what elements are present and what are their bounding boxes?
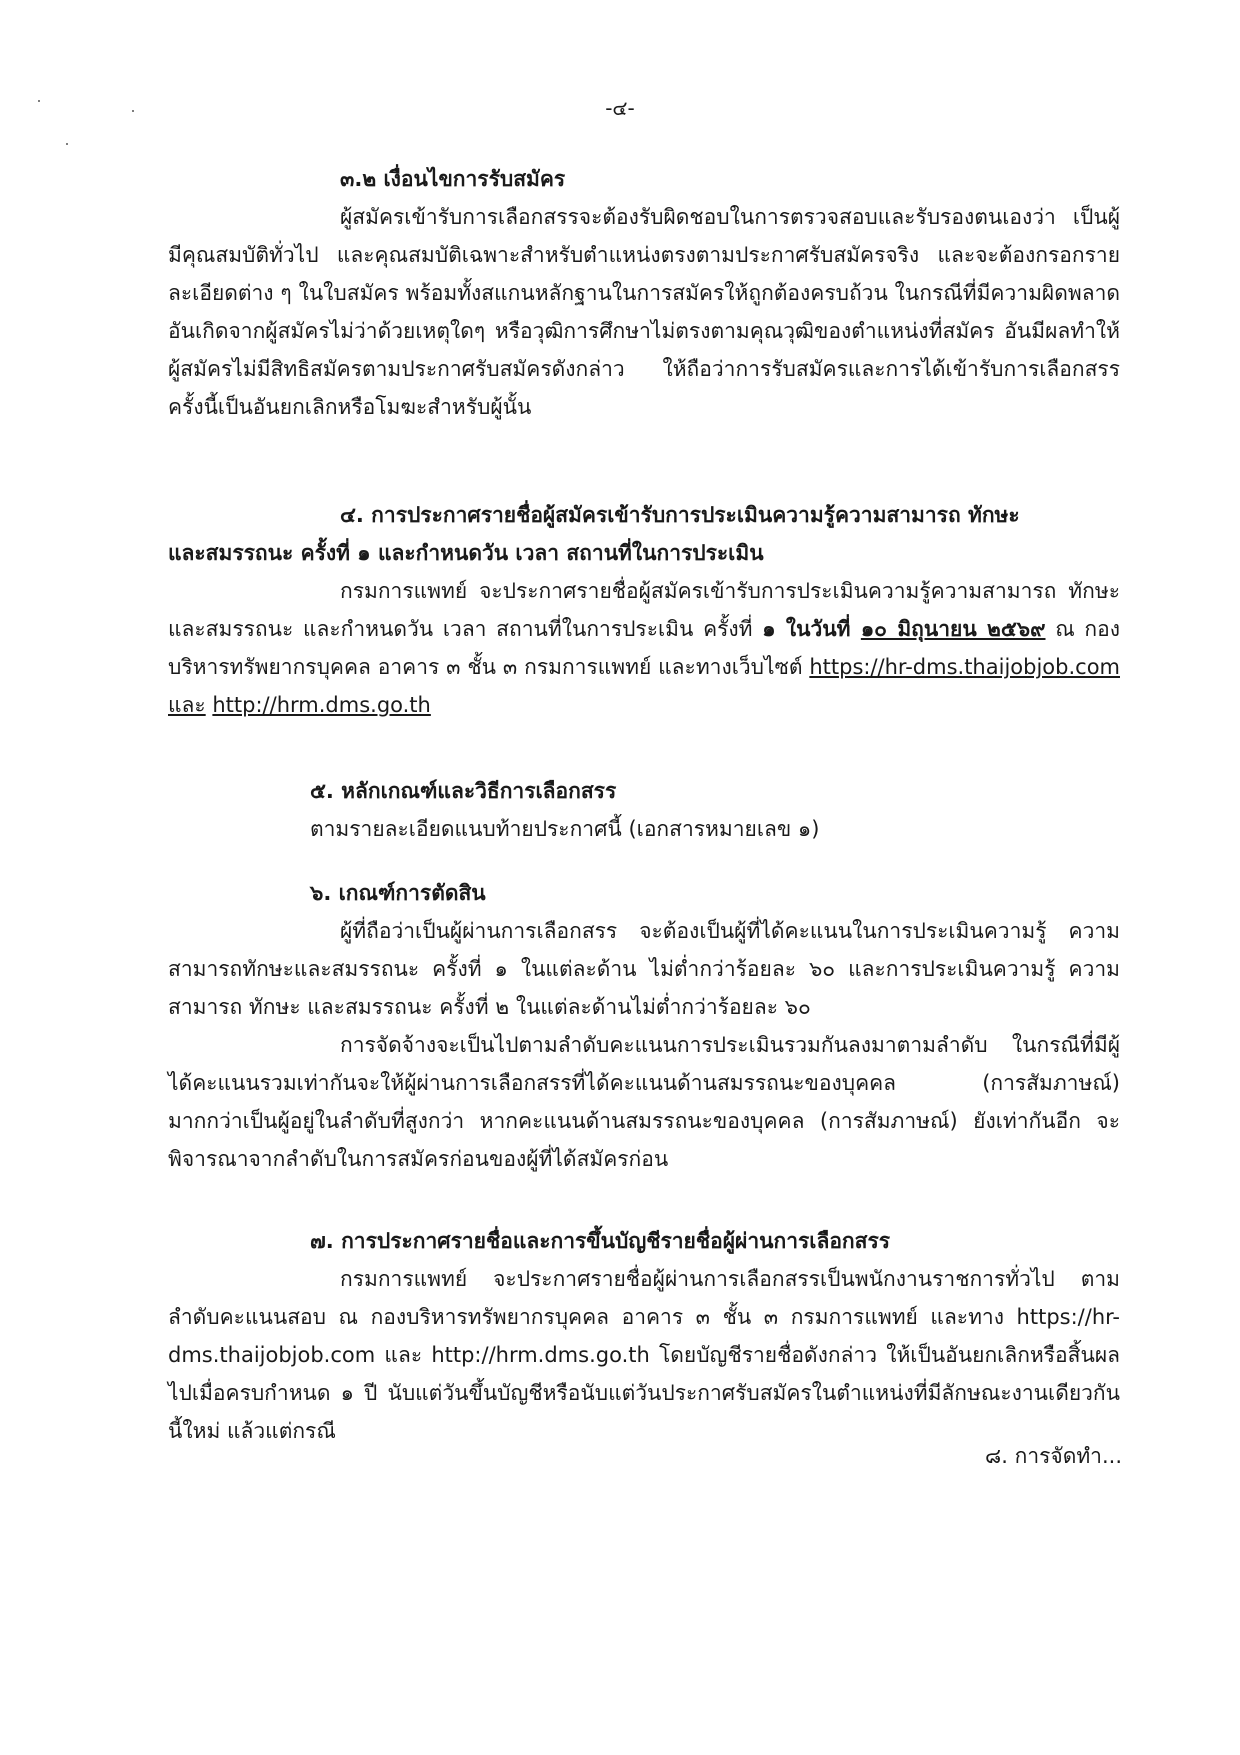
section-paragraph: ตามรายละเอียดแนบท้ายประกาศนี้ (เอกสารหมายเลข ๑) [310, 817, 820, 841]
section-7 [168, 1222, 1120, 1450]
section-heading: ๓.๒ เงื่อนไขการรับสมัคร [340, 167, 566, 191]
link-conjunction: และ [168, 693, 206, 717]
paragraph-bold-text: ๑ ในวันที่ [762, 617, 861, 641]
section-6 [168, 874, 1120, 1178]
section-heading: ๔. การประกาศรายชื่อผู้สมัครเข้ารับการประเมินความรู้ความสามารถ ทักษะ [340, 503, 1020, 527]
scan-speck [66, 143, 68, 145]
section-paragraph [168, 572, 1120, 724]
section-heading: ๗. การประกาศรายชื่อและการขึ้นบัญชีรายชื่อผู้ผ่านการเลือกสรร [310, 1229, 891, 1253]
website-link[interactable]: http://hrm.dms.go.th [212, 693, 431, 717]
website-link[interactable]: https://hr-dms.thaijobjob.com [809, 655, 1120, 679]
section-paragraph: การจัดจ้างจะเป็นไปตามลำดับคะแนนการประเมินรวมกันลงมาตามลำดับ ในกรณีที่มีผู้ได้คะแนนรวมเท่ากันจะให้ผู้ผ่านการเลือกสรรที่ได้คะแนนด้านสมรรถนะของบุคคล (การสัมภาษณ์) มากกว่าเป็นผู้อยู่ในลำดับที่สูงกว่า หากคะแนนด้านสมรรถนะของบุคคล (การสัมภาษณ์) ยังเท่ากันอีก จะพิจารณาจากลำดับในการสมัครก่อนของผู้ที่ได้สมัครก่อน [168, 1033, 1120, 1171]
section-paragraph: กรมการแพทย์ จะประกาศรายชื่อผู้ผ่านการเลือกสรรเป็นพนักงานราชการทั่วไป ตามลำดับคะแนนสอบ ณ กองบริหารทรัพยากรบุคคล อาคาร ๓ ชั้น ๓ กรมการแพทย์ และทาง https://hr-dms.thaijobjob.com และ http://hrm.dms.go.th โดยบัญชีรายชื่อดังกล่าว ให้เป็นอันยกเลิกหรือสิ้นผลไปเมื่อครบกำหนด ๑ ปี นับแต่วันขึ้นบัญชีหรือนับแต่วันประกาศรับสมัครในตำแหน่งที่มีลักษณะงานเดียวกันนี้ใหม่ แล้วแต่กรณี [168, 1267, 1120, 1443]
announcement-date: ๑๐ มิถุนายน ๒๕๖๙ [860, 617, 1046, 641]
section-4 [168, 496, 1120, 724]
document-body [168, 160, 1120, 1494]
paragraph-text: กรมการแพทย์ จะประกาศรายชื่อผู้สมัครเข้ารับการประเมินความรู้ความสามารถ ทักษะ และสมรรถนะ และกำหนดวัน เวลา สถานที่ในการประเมิน ครั้งที่ [168, 579, 1120, 641]
section-heading: ๕. หลักเกณฑ์และวิธีการเลือกสรร [310, 779, 617, 803]
paragraph-text: ณ กองบริหารทรัพยากรบุคคล อาคาร ๓ ชั้น ๓ กรมการแพทย์ และทางเว็บไซต์ [168, 617, 1120, 679]
section-3-2 [168, 160, 1120, 426]
continuation-note: ๘. การจัดทำ... [985, 1444, 1122, 1468]
section-paragraph: ผู้สมัครเข้ารับการเลือกสรรจะต้องรับผิดชอบในการตรวจสอบและรับรองตนเองว่า เป็นผู้มีคุณสมบัติทั่วไป และคุณสมบัติเฉพาะสำหรับตำแหน่งตรงตามประกาศรับสมัครจริง และจะต้องกรอกรายละเอียดต่าง ๆ ในใบสมัคร พร้อมทั้งสแกนหลักฐานในการสมัครให้ถูกต้องครบถ้วน ในกรณีที่มีความผิดพลาดอันเกิดจากผู้สมัครไม่ว่าด้วยเหตุใดๆ หรือวุฒิการศึกษาไม่ตรงตามคุณวุฒิของตำแหน่งที่สมัคร อันมีผลทำให้ผู้สมัครไม่มีสิทธิสมัครตามประกาศรับสมัครดังกล่าว ให้ถือว่าการรับสมัครและการได้เข้ารับการเลือกสรรครั้งนี้เป็นอันยกเลิกหรือโมฆะสำหรับผู้นั้น [168, 205, 1120, 419]
page-number: -๔- [605, 96, 635, 120]
section-paragraph: ผู้ที่ถือว่าเป็นผู้ผ่านการเลือกสรร จะต้องเป็นผู้ที่ได้คะแนนในการประเมินความรู้ ความสามารถทักษะและสมรรถนะ ครั้งที่ ๑ ในแต่ละด้าน ไม่ต่ำกว่าร้อยละ ๖๐ และการประเมินความรู้ ความสามารถ ทักษะ และสมรรถนะ ครั้งที่ ๒ ในแต่ละด้านไม่ต่ำกว่าร้อยละ ๖๐ [168, 919, 1120, 1019]
section-5 [168, 772, 1120, 848]
section-heading-cont: และสมรรถนะ ครั้งที่ ๑ และกำหนดวัน เวลา สถานที่ในการประเมิน [168, 541, 764, 565]
section-heading: ๖. เกณฑ์การตัดสิน [310, 881, 486, 905]
